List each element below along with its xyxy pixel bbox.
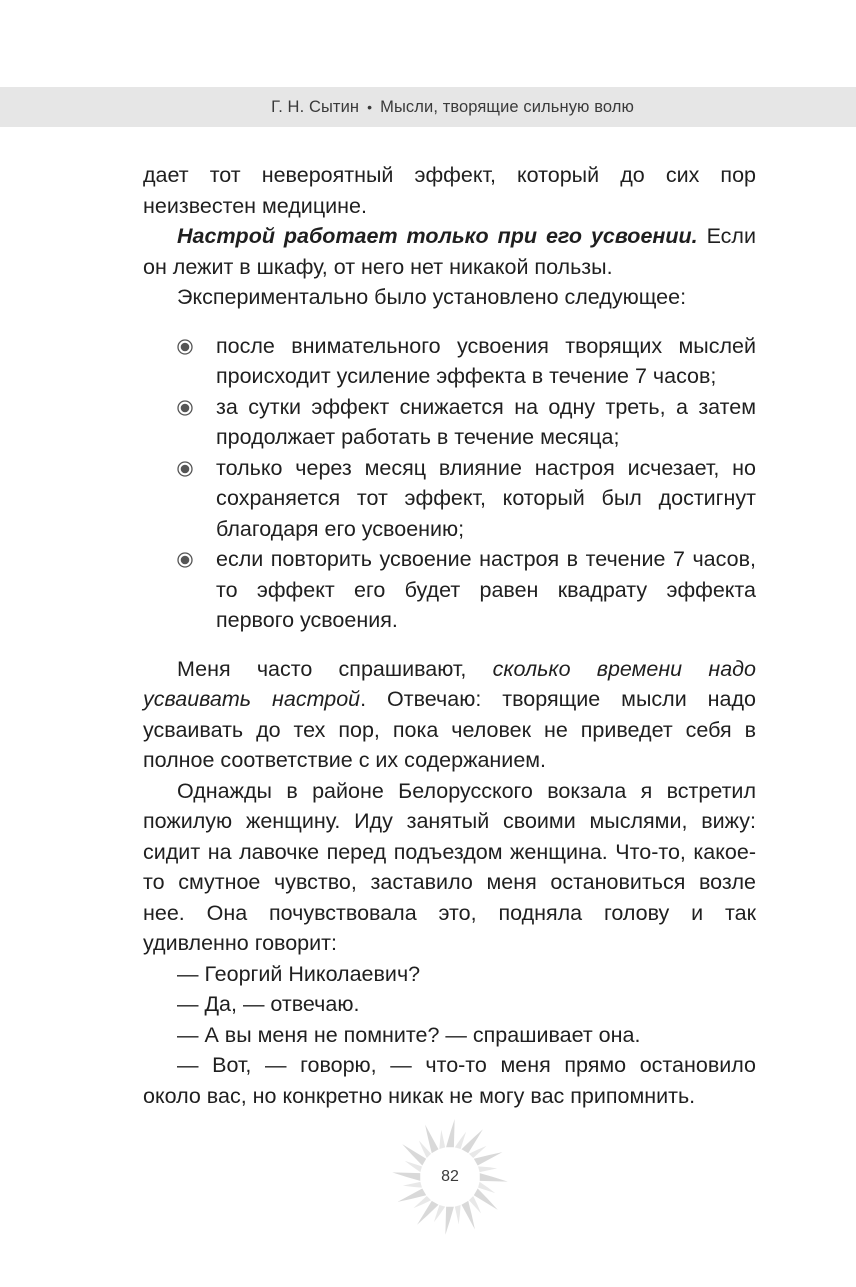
paragraph-2-emphasis: Настрой работает только при его усвоении. <box>177 224 698 248</box>
list-item <box>143 544 756 636</box>
list-item-text: если повторить усвоение настроя в течение 7 часов, то эффект его будет равен квадрату эффекта первого усвоения. <box>216 547 756 632</box>
header-author: Г. Н. Сытин <box>271 97 360 116</box>
circle-bullet-icon <box>177 339 193 355</box>
paragraph-4 <box>143 654 756 776</box>
circle-bullet-icon <box>177 461 193 477</box>
paragraph-4-rest: . Отвечаю: творящие мысли надо усваивать до тех пор, пока человек не приведет себя в полное соответствие с их содержанием. <box>143 687 757 772</box>
header-separator: • <box>367 99 373 115</box>
list-item-text: за сутки эффект снижается на одну треть, а затем продолжает работать в течение месяца; <box>216 394 756 449</box>
list-item <box>143 453 756 545</box>
page-body <box>143 160 756 1111</box>
page-number: 82 <box>441 1168 459 1185</box>
list-item-text: после внимательного усвоения творящих мыслей происходит усиление эффекта в течение 7 часов; <box>216 333 756 388</box>
header-book-title: Мысли, творящие сильную волю <box>380 97 634 116</box>
dialogue-line-2: — Да, — отвечаю. <box>177 992 360 1016</box>
list-item <box>143 392 756 453</box>
dialogue-line-1: — Георгий Николаевич? <box>177 961 421 986</box>
list-item <box>143 331 756 392</box>
dialogue-line-3: — А вы меня не помните? — спрашивает она. <box>177 1022 641 1047</box>
circle-bullet-icon <box>177 400 193 416</box>
paragraph-2-rest: Если он лежит в шкафу, от него нет никакой пользы. <box>143 224 756 279</box>
paragraph-4-start: Меня часто спрашивают, <box>177 656 493 681</box>
findings-list <box>143 331 756 636</box>
paragraph-1: дает тот невероятный эффект, который до сих пор неизвестен медицине. <box>143 163 756 218</box>
page-footer <box>390 1117 510 1237</box>
paragraph-3: Экспериментально было установлено следующее: <box>177 285 687 309</box>
dialogue-line-4: — Вот, — говорю, — что-то меня прямо остановило около вас, но конкретно никак не могу вас припомнить. <box>143 1053 756 1108</box>
list-item-text: только через месяц влияние настроя исчезает, но сохраняется тот эффект, который был достигнут благодаря его усвоению; <box>216 455 756 541</box>
paragraph-2 <box>143 221 756 282</box>
paragraph-5: Однажды в районе Белорусского вокзала я встретил пожилую женщину. Иду занятый своими мыслями, вижу: сидит на лавочке перед подъездом женщина. Что-то, какое-то смутное чувство, заставило меня остановиться возле нее. Она почувствовала это, подняла голову и так удивленно говорит: <box>143 778 756 955</box>
paragraph-4-italic: сколько времени надо усваивать настрой <box>143 656 756 711</box>
running-header <box>0 87 856 127</box>
circle-bullet-icon <box>177 552 193 568</box>
